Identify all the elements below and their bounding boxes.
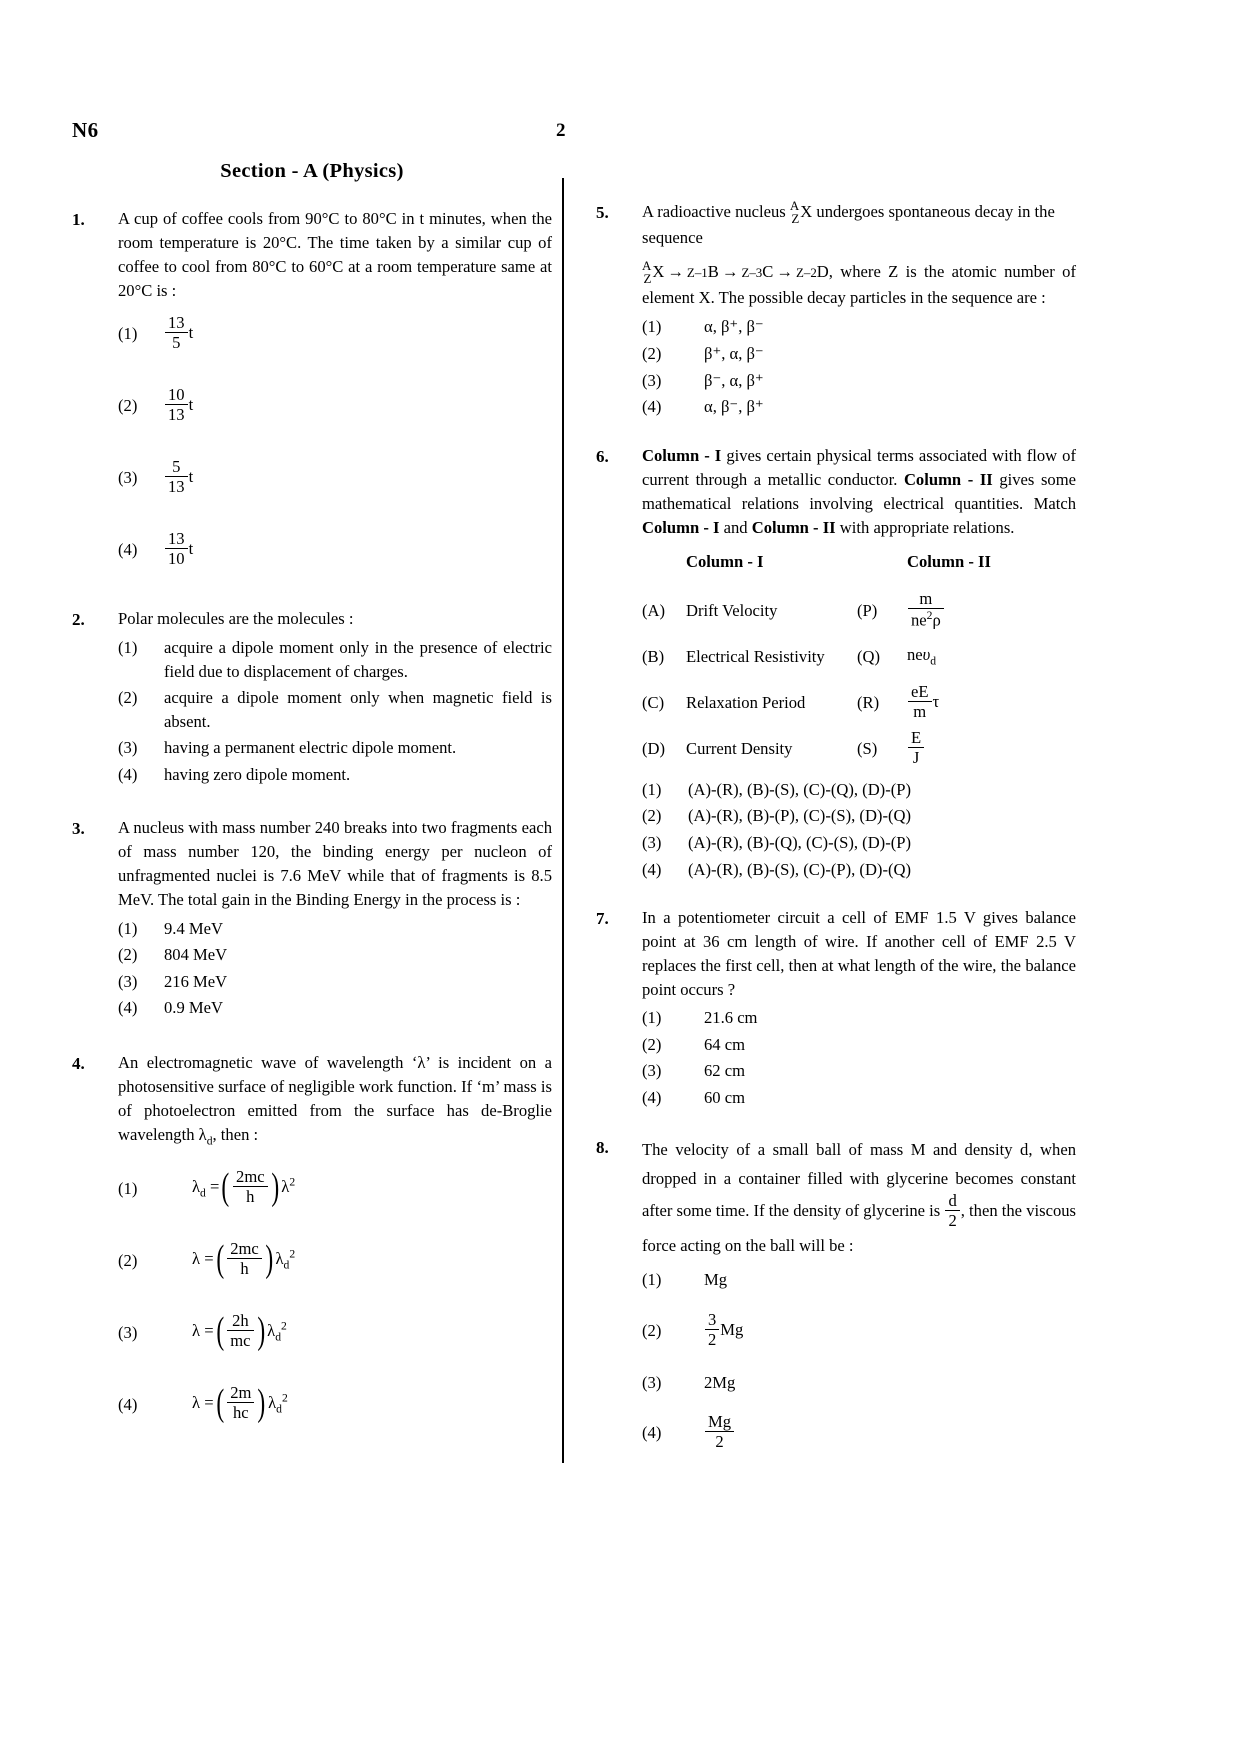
option-row[interactable] (118, 1234, 552, 1286)
page-header (72, 118, 1170, 160)
left-paren: ( (215, 1309, 224, 1352)
option-row[interactable] (642, 858, 1076, 882)
denominator: h (240, 1259, 249, 1279)
denominator: hc (232, 1403, 249, 1423)
option-label: (2) (642, 1034, 662, 1054)
text-d: with appropriate relations. (835, 517, 1015, 537)
option-value: λ =( $\frac{2m}{hc}$ ) $\lambda_d^2$ (192, 1381, 288, 1424)
denominator: 2 (948, 1210, 957, 1230)
numerator: Mg (705, 1413, 734, 1432)
options-list (642, 778, 1076, 881)
numerator: 2mc (227, 1240, 262, 1259)
den-base: ne (911, 610, 927, 630)
right-paren: ) (265, 1237, 274, 1280)
denominator: 2 (715, 1431, 724, 1451)
question-number: 4. (72, 1054, 85, 1074)
column-ii-label-2: Column - II (751, 517, 836, 537)
fraction (945, 1192, 959, 1230)
fraction (908, 729, 924, 767)
question-text: Polar molecules are the molecules : (118, 609, 354, 629)
column-i-label: Column - I (642, 445, 722, 465)
arrow-icon: → (721, 262, 739, 282)
option-row[interactable] (642, 1059, 1076, 1083)
option-row[interactable] (642, 1407, 1076, 1459)
option-value: β⁻, α, β⁺ (704, 370, 764, 390)
row-term: Electrical Resistivity (686, 646, 825, 666)
option-label: (1) (118, 324, 138, 344)
option-row[interactable] (118, 917, 552, 941)
option-row[interactable] (642, 315, 1076, 339)
question-text (642, 1135, 1076, 1260)
option-row[interactable] (642, 1006, 1076, 1030)
option-row[interactable] (642, 1033, 1076, 1057)
option-value: α, β⁺, β⁻ (704, 317, 764, 337)
question-5 (596, 200, 1076, 422)
option-label: (4) (118, 540, 138, 560)
option-row[interactable] (642, 831, 1076, 855)
question-number: 3. (72, 818, 85, 838)
formula-subscript: d (930, 654, 937, 668)
match-row (642, 726, 1076, 772)
question-text: A nucleus with mass number 240 breaks into two fragments each of mass number 120, the binding energy per nucleon of unfragmented nuclei is 7.6 MeV while that of fragments is 8.5 MeV. The total gain in the Binding Energy in the process is : (118, 817, 552, 909)
option-label: (4) (642, 1422, 662, 1442)
option-row[interactable] (118, 308, 552, 360)
mass-number: A (789, 198, 800, 214)
option-value: (A)-(R), (B)-(S), (C)-(P), (D)-(Q) (688, 859, 912, 879)
question-text-part2: , then the viscous force acting on the ball will be : (642, 1200, 1076, 1255)
question-text-part1: The velocity of a small ball of mass M and density d, when dropped in a container filled with glycerine becomes constant after some time. If the density of glycerine is (642, 1139, 1076, 1220)
row-term: Current Density (686, 738, 793, 758)
right-paren: ) (257, 1381, 266, 1424)
option-label: (3) (118, 738, 138, 758)
denominator: 13 (168, 477, 185, 497)
option-row[interactable] (118, 996, 552, 1020)
option-value: 9.4 MeV (164, 918, 223, 938)
option-value: (A)-(R), (B)-(P), (C)-(S), (D)-(Q) (688, 806, 912, 826)
right-paren: ) (256, 1309, 265, 1352)
option-value: α, β⁻, β⁺ (704, 397, 764, 417)
denominator: 10 (168, 549, 185, 569)
option-row[interactable] (642, 1371, 1076, 1395)
question-2 (72, 607, 552, 789)
option-value: having zero dipole moment. (164, 765, 351, 785)
option-label: (4) (118, 765, 138, 785)
subscript-b: Z–1 (686, 265, 708, 281)
question-4 (72, 1051, 552, 1433)
formula-rhs: $\lambda_d^2$ (268, 1391, 288, 1416)
option-value (164, 531, 552, 569)
option-row[interactable] (642, 395, 1076, 419)
option-row[interactable] (118, 380, 552, 432)
option-label: (4) (642, 397, 662, 417)
numerator: 13 (165, 530, 188, 549)
symbol-c: C (762, 262, 774, 282)
options-list (118, 308, 552, 576)
option-label: (3) (118, 1322, 138, 1342)
column-i-label-2: Column - I (642, 517, 720, 537)
question-body (642, 1135, 1076, 1462)
option-value (164, 387, 552, 425)
option-value: 64 cm (704, 1034, 746, 1054)
question-number: 6. (596, 446, 609, 466)
fraction (227, 1240, 262, 1278)
mass-number: A (642, 258, 652, 274)
numerator: 2h (227, 1312, 253, 1331)
option-row[interactable] (118, 1306, 552, 1358)
den-exponent: 2 (926, 609, 933, 622)
numerator: d (945, 1192, 959, 1211)
fraction (165, 458, 188, 496)
question-3 (72, 816, 552, 1023)
option-row[interactable] (118, 943, 552, 967)
right-column (566, 160, 1076, 1484)
formula-symbol: υ (922, 645, 931, 665)
isotope-x (642, 260, 651, 286)
sequence-tail-text: , where Z is the atomic number of element X. The possible decay particles in the sequence are : (642, 262, 1076, 308)
fraction (705, 1311, 719, 1349)
question-number: 5. (596, 203, 609, 222)
den-tail: ρ (932, 610, 941, 630)
left-column (72, 160, 566, 1484)
numerator: 13 (165, 314, 188, 333)
option-value: acquire a dipole moment only when magnetic field is absent. (164, 688, 552, 731)
option-value: (A)-(R), (B)-(S), (C)-(Q), (D)-(P) (688, 779, 912, 799)
question-number: 8. (596, 1137, 609, 1157)
denominator: mc (230, 1331, 251, 1351)
question-body (118, 607, 552, 789)
option-label: (1) (642, 317, 662, 337)
row-label-q: (Q) (857, 646, 881, 666)
question-number: 7. (596, 909, 609, 929)
option-label: (2) (118, 945, 138, 965)
atomic-number: Z (643, 271, 652, 287)
section-title: Section - A (Physics) (220, 160, 404, 182)
page-number: 2 (556, 120, 566, 141)
left-paren: ( (215, 1381, 224, 1424)
numerator: 3 (705, 1311, 719, 1330)
two-column-body (72, 160, 1170, 1484)
option-label: (4) (118, 998, 138, 1018)
option-label: (4) (118, 1394, 138, 1414)
text-b: gives some mathematical relations involving electrical quantities. Match (642, 469, 1076, 513)
denominator: 5 (172, 333, 181, 353)
decay-sequence (642, 260, 1076, 310)
option-label: (3) (642, 832, 662, 852)
formula-rhs: $\lambda^2$ (281, 1175, 296, 1197)
column-ii-label: Column - II (903, 469, 993, 489)
option-value: $\lambda_d$ =( $\frac{2mc}{h}$ ) $\lambda^2$ (192, 1165, 296, 1208)
numerator: 5 (165, 458, 188, 477)
subscript-c: Z–3 (741, 265, 763, 281)
denominator (908, 609, 944, 630)
formula-lhs: λ (192, 1321, 201, 1341)
atomic-number: Z (791, 211, 800, 227)
fraction-suffix: t (188, 394, 194, 414)
match-row (642, 680, 1076, 726)
question-6 (596, 444, 1076, 884)
option-value: 804 MeV (164, 945, 228, 965)
option-label: (3) (642, 370, 662, 390)
option-row[interactable] (118, 763, 552, 787)
formula-lhs: λ (192, 1249, 201, 1269)
option-label: (2) (642, 806, 662, 826)
symbol-b: B (707, 262, 719, 282)
option-row[interactable] (642, 1086, 1076, 1110)
question-body (642, 200, 1076, 422)
option-row[interactable] (642, 778, 1076, 802)
row-label-a: (A) (642, 600, 666, 620)
numerator: 2mc (233, 1168, 268, 1187)
numerator: 10 (165, 386, 188, 405)
question-1 (72, 207, 552, 579)
numerator: m (908, 590, 944, 609)
option-value: β⁺, α, β⁻ (704, 343, 764, 363)
row-label-r: (R) (857, 692, 880, 712)
options-list (118, 1162, 552, 1430)
formula-rhs: $\lambda_d^2$ (267, 1319, 287, 1344)
question-body (118, 816, 552, 1023)
numerator: 2m (227, 1384, 254, 1403)
option-value: 21.6 cm (704, 1008, 758, 1028)
option-row[interactable] (118, 970, 552, 994)
option-row[interactable] (642, 1268, 1076, 1292)
options-list (642, 1006, 1076, 1109)
row-formula (901, 681, 1076, 722)
row-label-p: (P) (857, 600, 878, 620)
question-text (642, 444, 1076, 540)
option-label: (3) (642, 1061, 662, 1081)
option-label: (2) (642, 343, 662, 363)
options-list (118, 917, 552, 1020)
text-c: and (719, 517, 752, 537)
question-text-intro (642, 200, 1076, 250)
option-row[interactable] (642, 804, 1076, 828)
arrow-icon: → (667, 262, 684, 282)
right-paren: ) (271, 1165, 279, 1208)
option-label: (4) (642, 859, 662, 879)
question-text: A cup of coffee cools from 90°C to 80°C in t minutes, when the room temperature is 20°C. The time taken by a similar cup of coffee to cool from 80°C to 60°C at a room temperature same at 20°C is : (118, 209, 552, 301)
option-label: (4) (642, 1087, 662, 1107)
option-row[interactable] (118, 636, 552, 683)
fraction-suffix: t (188, 322, 194, 342)
option-value: 62 cm (704, 1061, 746, 1081)
option-value: λ =( $\frac{2mc}{h}$ ) $\lambda_d^2$ (192, 1237, 296, 1280)
option-label: (1) (118, 1178, 138, 1198)
fraction-suffix: t (188, 466, 194, 486)
fraction (165, 314, 188, 352)
formula-lhs: $\lambda_d$ (192, 1177, 206, 1200)
option-value: (A)-(R), (B)-(Q), (C)-(S), (D)-(P) (688, 832, 912, 852)
row-formula (901, 591, 1076, 631)
denominator: m (913, 701, 927, 721)
option-value: acquire a dipole moment only in the presence of electric field due to displacement of charges. (164, 638, 552, 681)
formula-base: ne (907, 645, 923, 665)
match-row (642, 634, 1076, 680)
question-7 (596, 906, 1076, 1112)
arrow-icon: → (776, 262, 793, 282)
option-label: (1) (118, 638, 138, 658)
formula-tail: τ (932, 691, 940, 711)
option-label: (3) (642, 1373, 662, 1393)
option-row[interactable] (118, 1162, 552, 1214)
row-term: Drift Velocity (686, 600, 778, 620)
options-list (642, 1268, 1076, 1459)
question-body (642, 906, 1076, 1112)
option-label: (1) (642, 1269, 662, 1289)
option-label: (3) (118, 971, 138, 991)
option-value: Mg (704, 1269, 728, 1289)
fraction (227, 1312, 253, 1350)
match-table-header (642, 550, 1076, 574)
fraction (908, 683, 932, 721)
fraction (165, 386, 188, 424)
fraction-suffix: t (188, 538, 194, 558)
option-label: (1) (642, 1008, 662, 1028)
symbol-x: X (652, 262, 665, 282)
option-label: (3) (118, 468, 138, 488)
booklet-code: N6 (72, 118, 99, 142)
row-label-s: (S) (857, 738, 878, 758)
question-text: An electromagnetic wave of wavelength ‘λ’ is incident on a photosensitive surface of negligible work function. If ‘m’ mass is of photoelectron emitted from the surface has de-Broglie wavelength $\lambda_d$, then : (118, 1053, 552, 1148)
option-label: (2) (118, 688, 138, 708)
element-symbol: X (800, 202, 813, 221)
option-value: having a permanent electric dipole moment. (164, 738, 457, 758)
row-formula (901, 727, 1076, 768)
intro-text: A radioactive nucleus (642, 202, 786, 221)
denominator: J (912, 747, 920, 767)
option-value: 2Mg (704, 1373, 736, 1393)
isotope-notation (790, 200, 799, 226)
fraction (227, 1384, 254, 1422)
question-body (642, 444, 1076, 884)
text-a: gives certain physical terms associated with flow of current through a metallic conductor. (642, 445, 1077, 489)
option-value: 0.9 MeV (164, 998, 223, 1018)
option-value: λ =( $\frac{2h}{mc}$ ) $\lambda_d^2$ (192, 1309, 287, 1352)
row-label-b: (B) (642, 646, 665, 666)
column-divider (562, 178, 564, 1463)
question-body (118, 207, 552, 579)
subscript-d: Z–2 (795, 265, 817, 281)
options-list (642, 315, 1076, 418)
fraction-suffix: Mg (720, 1319, 744, 1339)
column-i-header: Column - I (686, 551, 764, 571)
option-row[interactable] (118, 686, 552, 733)
left-paren: ( (215, 1237, 224, 1280)
option-label: (2) (118, 396, 138, 416)
option-value (164, 315, 552, 353)
option-row[interactable] (642, 369, 1076, 393)
match-row (642, 588, 1076, 634)
fraction (233, 1168, 268, 1206)
option-value (688, 1411, 1076, 1452)
row-term: Relaxation Period (686, 692, 806, 712)
option-row[interactable] (118, 1378, 552, 1430)
option-value (164, 459, 552, 497)
fraction (165, 530, 188, 568)
option-row[interactable] (118, 452, 552, 504)
formula-rhs: $\lambda_d^2$ (275, 1247, 296, 1272)
row-label-c: (C) (642, 692, 665, 712)
option-row[interactable] (642, 342, 1076, 366)
option-row[interactable] (118, 524, 552, 576)
symbol-d: D (816, 262, 829, 282)
question-number: 1. (72, 210, 85, 229)
numerator: E (908, 729, 924, 748)
numerator: eE (908, 683, 932, 702)
question-number: 2. (72, 610, 85, 630)
options-list (118, 636, 552, 786)
denominator: h (246, 1187, 255, 1207)
column-ii-header: Column - II (907, 551, 991, 571)
row-label-d: (D) (642, 738, 666, 758)
fraction (705, 1413, 734, 1451)
option-label: (2) (118, 1250, 138, 1270)
fraction (908, 590, 944, 630)
option-value: 60 cm (704, 1087, 746, 1107)
denominator: 2 (708, 1330, 717, 1350)
row-formula (901, 643, 1076, 670)
question-body (118, 1051, 552, 1433)
option-label: (2) (642, 1321, 662, 1341)
left-paren: ( (221, 1165, 230, 1208)
option-row[interactable] (642, 1305, 1076, 1357)
option-label: (1) (642, 779, 662, 799)
option-label: (1) (118, 918, 138, 938)
question-text: In a potentiometer circuit a cell of EMF 1.5 V gives balance point at 36 cm length of wire. If another cell of EMF 2.5 V replaces the first cell, then at what length of the wire, the balance point occurs ? (642, 908, 1076, 1000)
option-row[interactable] (118, 736, 552, 760)
intro-text-2: undergoes spontaneous decay in the sequence (642, 202, 1055, 248)
denominator: 13 (168, 405, 185, 425)
formula-lhs: λ (192, 1393, 201, 1413)
option-value (688, 1312, 1076, 1350)
option-value: 216 MeV (164, 971, 228, 991)
question-8 (596, 1135, 1076, 1462)
